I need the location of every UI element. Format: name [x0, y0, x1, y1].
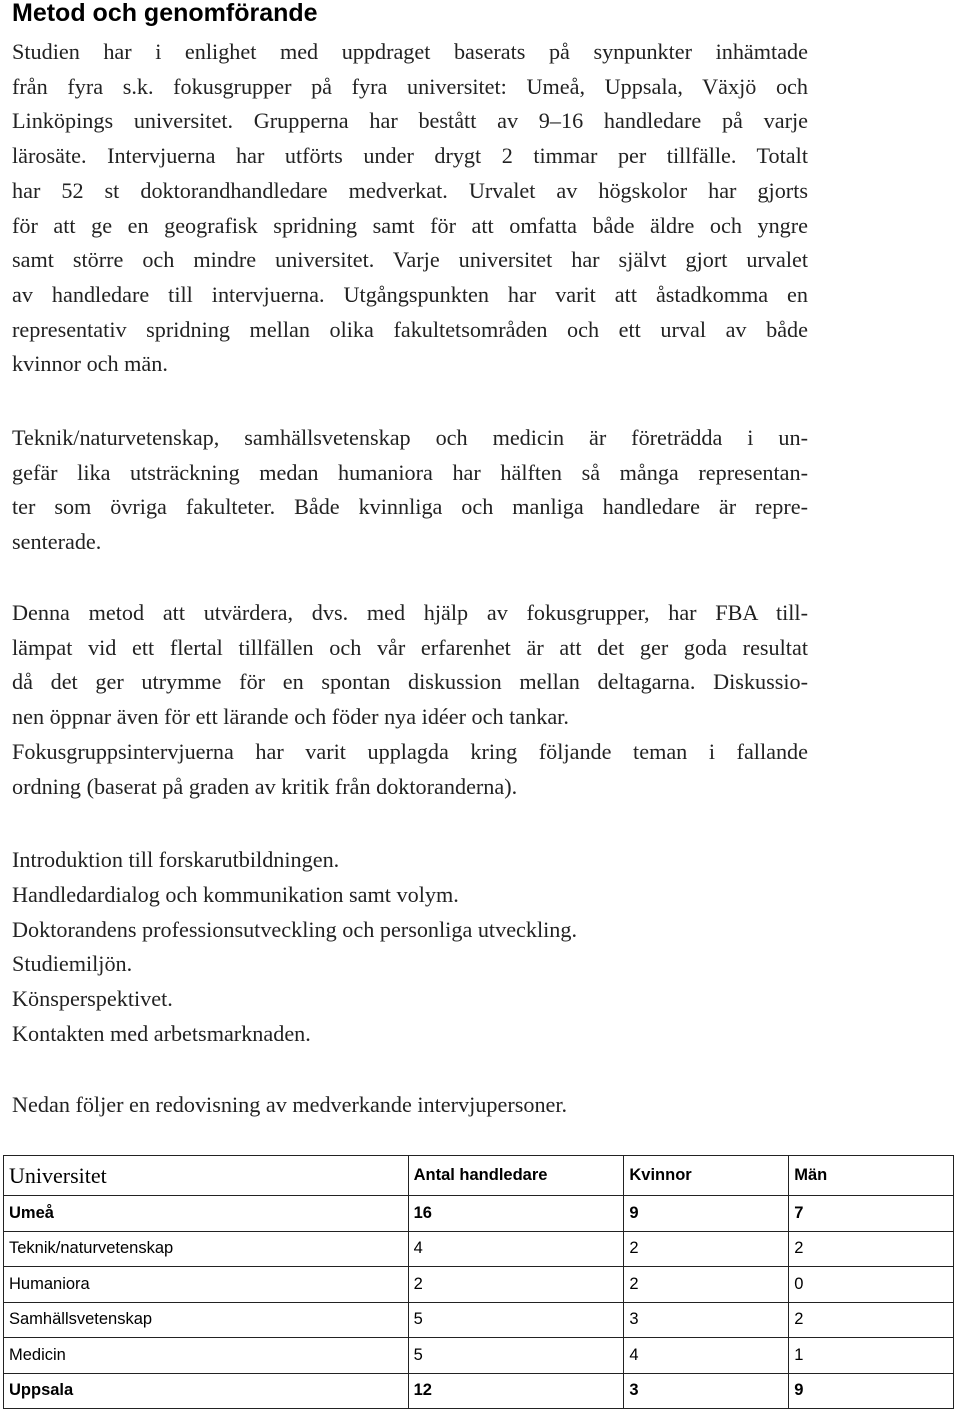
table-cell: 3: [624, 1373, 789, 1409]
text-line: Denna metod att utvärdera, dvs. med hjälp av fokusgrupper, har FBA till-: [12, 600, 808, 625]
page-title: Metod och genomförande: [12, 0, 318, 27]
text-line: senterade.: [12, 529, 102, 555]
table-cell: 5: [408, 1302, 624, 1338]
text-line: lämpat vid ett flertal tillfällen och vår erfarenhet är att det ger goda resultat: [12, 634, 808, 660]
header-men: Män: [789, 1156, 954, 1196]
table-row: [4, 1196, 954, 1232]
table-row: [4, 1338, 954, 1374]
themes-list: [12, 843, 577, 1052]
paragraph-method: [12, 35, 808, 382]
text-line: Fokusgruppsintervjuerna har varit upplagda kring följande teman i fallande: [12, 738, 808, 764]
text-line: Studien har i enlighet med uppdraget baserats på synpunkter inhämtade: [12, 39, 808, 64]
participants-table: [3, 1155, 954, 1409]
text-line: nen öppnar även för ett lärande och föder nya idéer och tankar.: [12, 704, 569, 730]
text-line: gefär lika utsträckning medan humaniora har hälften så många representan-: [12, 459, 808, 485]
table-cell: 7: [789, 1196, 954, 1232]
list-item: Introduktion till forskarutbildningen.: [12, 847, 340, 872]
text-line: då det ger utrymme för en spontan diskussion mellan deltagarna. Diskussio-: [12, 669, 808, 695]
text-line: Nedan följer en redovisning av medverkande intervjupersoner.: [12, 1092, 568, 1117]
header-supervisors: Antal handledare: [408, 1156, 624, 1196]
text-line: representativ spridning mellan olika fakultetsområden och ett urval av både: [12, 316, 808, 342]
table-cell: 2: [789, 1231, 954, 1267]
text-line: har 52 st doktorandhandledare medverkat. Urvalet av högskolor har gjorts: [12, 177, 808, 203]
table-row: [4, 1302, 954, 1338]
table-cell: 16: [408, 1196, 624, 1232]
table-cell: 4: [624, 1338, 789, 1374]
list-item: Könsperspektivet.: [12, 986, 173, 1012]
table-row: [4, 1231, 954, 1267]
text-line: samt större och mindre universitet. Varje universitet har självt gjort urvalet: [12, 247, 808, 273]
list-item: Doktorandens professionsutveckling och personliga utveckling.: [12, 916, 578, 942]
table-cell: Teknik/naturvetenskap: [4, 1231, 409, 1267]
list-item: Studiemiljön.: [12, 951, 133, 977]
table-cell: Samhällsvetenskap: [4, 1302, 409, 1338]
text-line: ordning (baserat på graden av kritik från doktoranderna).: [12, 773, 518, 799]
text-line: ter som övriga fakulteter. Både kvinnliga och manliga handledare är repre-: [12, 494, 808, 520]
table-cell: 3: [624, 1302, 789, 1338]
table-cell: 12: [408, 1373, 624, 1409]
text-line: Linköpings universitet. Grupperna har bestått av 9–16 handledare på varje: [12, 108, 808, 134]
paragraph-faculties: [12, 421, 808, 560]
list-item: Handledardialog och kommunikation samt volym.: [12, 881, 459, 907]
table-cell: Umeå: [4, 1196, 409, 1232]
table-cell: Uppsala: [4, 1373, 409, 1409]
list-item: Kontakten med arbetsmarknaden.: [12, 1020, 311, 1046]
table-cell: 2: [624, 1267, 789, 1303]
text-line: av handledare till intervjuerna. Utgångspunkten har varit att åstadkomma en: [12, 281, 808, 307]
text-line: från fyra s.k. fokusgrupper på fyra universitet: Umeå, Uppsala, Växjö och: [12, 73, 808, 99]
table-cell: 4: [408, 1231, 624, 1267]
table-cell: 1: [789, 1338, 954, 1374]
table-row: [4, 1373, 954, 1409]
table-cell: 5: [408, 1338, 624, 1374]
table-cell: 2: [789, 1302, 954, 1338]
table-cell: 2: [408, 1267, 624, 1303]
table-cell: 9: [789, 1373, 954, 1409]
table-cell: 2: [624, 1231, 789, 1267]
paragraph-focus-groups: [12, 596, 808, 804]
intro-sentence: [12, 1088, 567, 1123]
text-line: lärosäte. Intervjuerna har utförts under drygt 2 timmar per tillfälle. Totalt: [12, 143, 808, 169]
text-line: kvinnor och män.: [12, 351, 168, 377]
table-row: [4, 1267, 954, 1303]
table-header-row: [4, 1156, 954, 1196]
text-line: för att ge en geografisk spridning samt för att omfatta både äldre och yngre: [12, 212, 808, 238]
table-cell: Medicin: [4, 1338, 409, 1374]
text-line: Teknik/naturvetenskap, samhällsvetenskap och medicin är företrädda i un-: [12, 425, 808, 450]
header-women: Kvinnor: [624, 1156, 789, 1196]
table-cell: Humaniora: [4, 1267, 409, 1303]
header-university: Universitet: [4, 1156, 409, 1196]
table-cell: 0: [789, 1267, 954, 1303]
table-cell: 9: [624, 1196, 789, 1232]
